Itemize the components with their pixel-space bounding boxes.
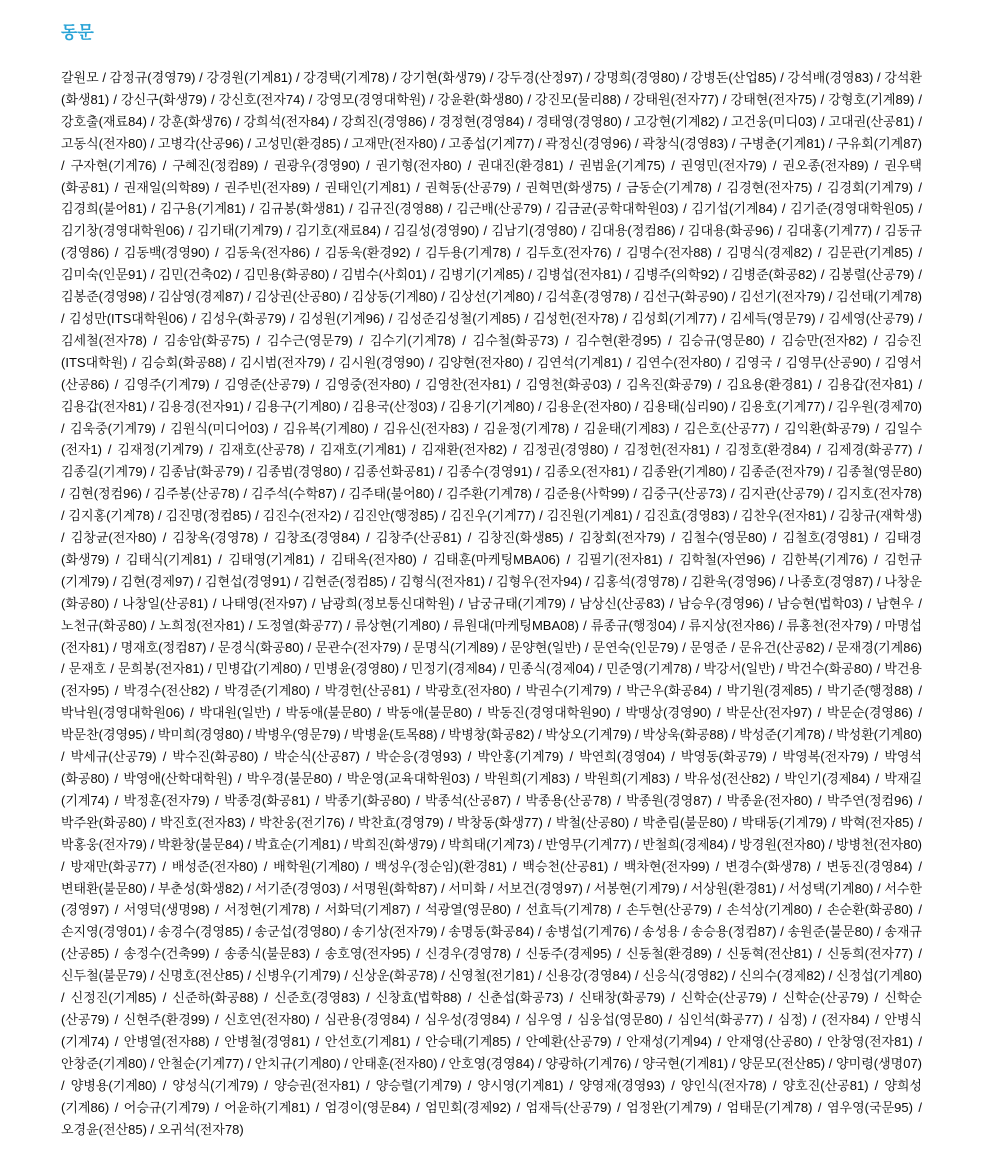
alumni-list: 갈원모 / 감정규(경영79) / 강경원(기계81) / 강경택(기계78) / 강기현(화생79) / 강두경(산정97) / 강명희(경영80) / 강병돈(산업85) / 강석배(경영83) / 강석환(화생81) / 강신구(화생79) / 강신호(전자74) / 강영모(경영대학원) / 강윤환(화생80) / 강진모(물리88) / 강태원(전자77) / 강태현(전자75) / 강형호(기계89) / 강호출(재료84) / 강훈(화생76) / 강희석(전자84) / 강희진(경영86) / 경정현(경영84) / 경태영(경영80) / 고강현(기계82) / 고건웅(미디03) / 고대권(산공81) / 고동식(전자80) / 고병각(산공96) / 고성민(환경85) / 고재만(전자80) / 고종섭(기계77) / 곽정신(경영96) / 곽창식(경영83) / 구병춘(기계81) / 구유회(기계87) / 구자현(기계76) / 구혜진(정컴89) / 권광우(경영90) / 권기형(전자80) / 권대진(환경81) / 권범윤(기계75) / 권영민(전자79) / 권오종(전자89) / 권우택(화공81) / 권재일(의학89) / 권주빈(전자89) / 권태인(기계81) / 권혁동(산공79) / 권혁면(화생75) / 금동순(기계78) / 김경현(전자75) / 김경회(기계79) / 김경희(불어81) / 김구용(기계81) / 김규봉(화생81) / 김규진(경영88) / 김근배(산공79) / 김금균(공학대학원03) / 김기섭(기계84) / 김기준(경영대학원05) / 김기창(경영대학원06) / 김기태(기계79) / 김기호(재료84) / 김길성(경영90) / 김남기(경영80) / 김대용(정컴86) / 김대용(화공96) / 김대홍(기계77) / 김동규(경영86) / 김동백(경영90) / 김동욱(전자86) / 김동욱(환경92) / 김두용(기계78) / 김두호(전자76) / 김명수(전자88) / 김명식(경제82) / 김문관(기계85) / 김미숙(인문91) / 김민(건축02) / 김민용(화공80) / 김범수(사회01) / 김병기(기계85) / 김병섭(전자81) / 김병주(의학92) / 김병준(화공82) / 김봉렬(산공79) / 김봉준(경영98) / 김삼영(경제87) / 김상권(산공80) / 김상동(기계80) / 김상선(기계80) / 김석훈(경영78) / 김선구(화공90) / 김선기(전자79) / 김선태(기계78) / 김성만(ITS대학원06) / 김성우(화공79) / 김성원(기계96) / 김성준김성철(기계85) / 김성헌(전자78) / 김성회(기계77) / 김세득(영문79) / 김세영(산공79) / 김세철(전자78) / 김송암(화공75) / 김수근(영문79) / 김수기(기계78) / 김수철(화공73) / 김수현(환경95) / 김승규(영문80) / 김승만(전자82) / 김승진(ITS대학원) / 김승회(화공88) / 김시범(전자79) / 김시원(경영90) / 김양현(전자80) / 김연석(기계81) / 김연수(전자80) / 김영국 / 김영무(산공90) / 김영서(산공86) / 김영주(기계79) / 김영준(산공79) / 김영중(전자80) / 김영찬(전자81) / 김영천(화공03) / 김옥진(화공79) / 김요용(환경81) / 김용갑(전자81) / 김용갑(전자81) / 김용경(전자91) / 김용구(기계80) / 김용국(산정03) / 김용기(기계80) / 김용운(전자80) / 김용태(심리90) / 김용호(기계77) / 김우원(경제70) / 김욱중(기계79) / 김원식(미디어03) / 김유복(기계80) / 김유신(전자83) / 김윤정(기계78) / 김윤태(기계83) / 김은호(산공77) / 김익환(화공79) / 김일수(전자1) / 김재정(기계79) / 김재호(산공78) / 김재호(기계81) / 김재환(전자82) / 김정권(경영80) / 김정헌(전자81) / 김정호(환경84) / 김제경(화공77) / 김종길(기계79) / 김종남(화공79) / 김종범(경영80) / 김종선화공81) / 김종수(경영91) / 김종오(전자81) / 김종완(기계80) / 김종준(전자79) / 김종철(영문80) / 김현(정컴96) / 김주봉(산공78) / 김주석(수학87) / 김주태(불어80) / 김주환(기계78) / 김준용(사학99) / 김중구(산공73) / 김지관(산공79) / 김지호(전자78) / 김지홍(기계78) / 김진명(정컴85) / 김진수(전자2) / 김진안(행정85) / 김진우(기계77) / 김진원(기계81) / 김진효(경영83) / 김찬우(전자81) / 김창규(재학생) / 김창균(전자80) / 김창옥(경영78) / 김창조(경영84) / 김창주(산공81) / 김창진(화생85) / 김창회(전자79) / 김철수(영문80) / 김철호(경영81) / 김태경(화생79) / 김태식(기계81) / 김태영(기계81) / 김태옥(전자80) / 김태훈(마케팅MBA06) / 김필기(전자81) / 김학철(자연96) / 김한복(기계76) / 김헌규(기계79) / 김현(경제97) / 김현섭(경영91) / 김현준(정컴85) / 김형식(전자81) / 김형우(전자94) / 김홍석(경영78) / 김환욱(경영96) / 나종호(경영87) / 나창운(화공80) / 나창일(산공81) / 나태영(전자97) / 남광희(정보통신대학원) / 남궁규태(기계79) / 남상신(산공83) / 남승우(경영96) / 남승현(법학03) / 남현우 / 노천규(화공80) / 노희정(전자81) / 도정열(화공77) / 류상현(기계80) / 류원대(마케팅MBA08) / 류종규(행정04) / 류지상(전자86) / 류홍천(전자79) / 마명섭(전자81) / 명재호(정컴87) / 문경식(화공80) / 문관수(전자79) / 문명식(기계89) / 문양현(일반) / 문연숙(인문79) / 문영준 / 문유건(산공82) / 문재경(기계86) / 문재호 / 문희봉(전자81) / 민병갑(기계80) / 민병윤(경영80) / 민정기(경제84) / 민종식(경제04) / 민준영(기계78) / 박강서(일반) / 박건수(화공80) / 박건용(전자95) / 박경수(전산82) / 박경준(기계80) / 박경헌(산공81) / 박광호(전자80) / 박권수(기계79) / 박근우(화공84) / 박기원(경제85) / 박기준(행정88) / 박낙원(경영대학원06) / 박대원(일반) / 박동애(불문80) / 박동애(불문80) / 박동진(경영대학원90) / 박맹상(경영90) / 박문산(전자97) / 박문순(경영86) / 박문찬(경영95) / 박미희(경영80) / 박병우(영문79) / 박병윤(토목88) / 박병창(화공82) / 박상오(기계79) / 박상욱(화공88) / 박성준(기계78) / 박성환(기계80) / 박세규(산공79) / 박수진(화공80) / 박순식(산공87) / 박순응(경영93) / 박안홍(기계79) / 박연희(경영04) / 박영동(화공79) / 박영복(전자79) / 박영석(화공80) / 박영애(산학대학원) / 박우경(불문80) / 박운영(교육대학원03) / 박원희(기계83) / 박원희(기계83) / 박유성(전산82) / 박인기(경제84) / 박재길(기계74) / 박정훈(전자79) / 박종경(화공81) / 박종기(화공80) / 박종석(산공87) / 박종용(산공78) / 박종원(경영87) / 박종윤(전자80) / 박주연(정컴96) / 박주완(화공80) / 박진호(전자83) / 박찬웅(전기76) / 박찬효(경영79) / 박창동(화생77) / 박철(산공80) / 박춘림(불문80) / 박태동(기계79) / 박혁(전자85) / 박홍웅(전자79) / 박환창(불문84) / 박효순(기계81) / 박희진(화생79) / 박희태(기계73) / 반영무(기계77) / 반철희(경제84) / 방경원(전자80) / 방병천(전자80) / 방재만(화공77) / 배성준(전자80) / 배학원(기계80) / 백성우(정순임)(환경81) / 백승천(산공81) / 백차현(전자99) / 변경수(화생78) / 변동진(경영84) / 변태환(불문80) / 부춘성(화생82) / 서기준(경영03) / 서명원(화학87) / 서미화 / 서보건(경영97) / 서봉현(기계79) / 서상원(환경81) / 서성택(기계80) / 서수한(경영97) / 서영덕(생명98) / 서정현(기계78) / 서화덕(기계87) / 석광열(영문80) / 선효득(기계78) / 손두현(산공79) / 손석상(기계80) / 손순환(화공80) / 손지영(경영01) / 송경수(경영85) / 송군섭(경영80) / 송기상(전자79) / 송명동(화공84) / 송병섭(기계76) / 송성용 / 송승용(정컴87) / 송원준(불문80) / 송재규(산공85) / 송정수(건축99) / 송종식(불문83) / 송호영(전자95) / 신경우(경영78) / 신동주(경제95) / 신동철(환경89) / 신동혁(전산81) / 신동희(전자77) / 신두철(불문79) / 신명호(전산85) / 신병우(기계79) / 신상운(화공78) / 신영철(전기81) / 신용강(경영84) / 신응식(경영82) / 신의수(경제82) / 신정섭(기계80) / 신정진(기계85) / 신준하(화공88) / 신준호(경영83) / 신창효(법학88) / 신춘섭(화공73) / 신태창(화공79) / 신학순(산공79) / 신학순(산공79) / 신학순(산공79) / 신현주(환경99) / 신호연(전자80) / 심관용(경영84) / 심우성(경영84) / 심우영 / 심웅섭(영문80) / 심인석(화공77) / 심정) / (전자84) / 안병식(기계74) / 안병열(전자88) / 안병철(경영81) / 안선호(기계81) / 안승태(기계85) / 안예환(산공79) / 안재성(기계94) / 안재영(산공80) / 안창영(전자81) / 안창준(기계80) / 안철순(기계77) / 안치규(기계80) / 안태훈(전자80) / 안호영(경영84) / 양광하(기계76) / 양국현(기계81) / 양문모(전산85) / 양미령(생명07) / 양병용(기계80) / 양성식(기계79) / 양승권(전자81) / 양승렬(기계79) / 양시영(기계81) / 양영재(경영93) / 양인식(전자78) / 양호진(산공81) / 양희성(기계86) / 어승규(기계79) / 어윤하(기계81) / 엄경이(영문84) / 엄민회(경제92) / 엄재득(산공79) / 엄정완(기계79) / 엄태문(기계78) / 염우영(국문95) / 오경윤(전산85) / 오귀석(전자78) [61, 70, 922, 1137]
page-title: 동문 [61, 23, 94, 42]
